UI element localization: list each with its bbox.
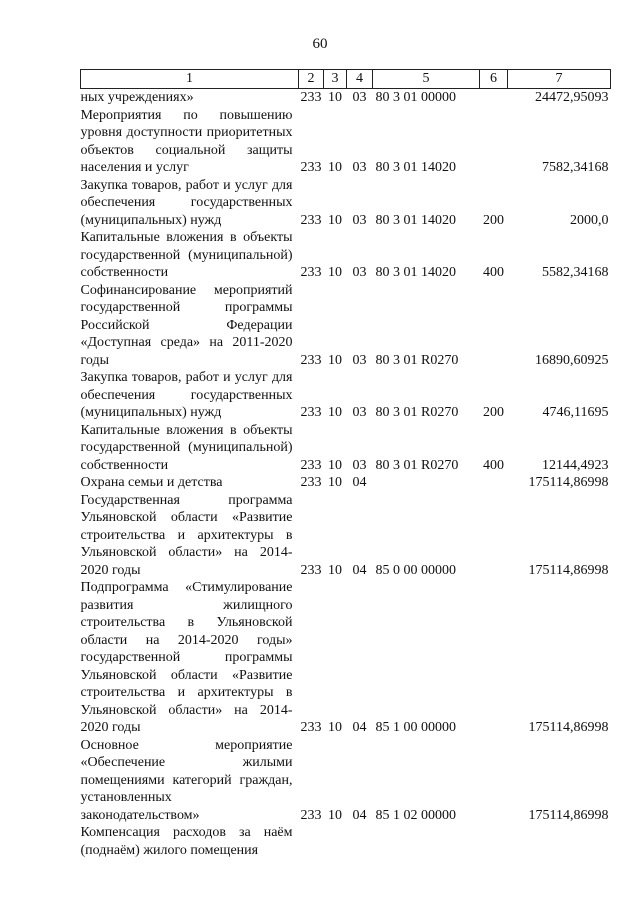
row-section-code: 10 [328,720,342,735]
row-section-code: 10 [328,807,342,823]
row-name: ных учреждениях» [80,90,194,105]
budget-table [80,69,611,859]
table-row [81,492,611,580]
row-ministry-code: 233 [300,265,322,280]
row-subsection-code: 03 [352,265,367,280]
row-subsection-code: 03 [352,352,367,368]
row-section-code: 10 [328,457,342,473]
row-amount: 175114,86998 [528,562,609,578]
row-name: Компенсация расходов за наём (поднаём) жилого помещения [80,825,293,858]
row-section-code: 10 [328,90,342,105]
row-expense-type: 200 [483,212,504,228]
row-ministry-code: 233 [300,807,322,823]
row-name: Капитальные вложения в объекты государственной (муниципальной) собственности [80,230,293,280]
column-number-row [81,70,611,89]
table-row [81,229,611,282]
row-subsection-code: 04 [352,807,367,823]
row-name: Основное мероприятие «Обеспечение жилыми помещениями категорий граждан, установленных законодательством» [80,737,293,823]
row-amount: 4746,11695 [542,405,609,420]
row-target-article: 80 3 01 00000 [375,90,456,105]
column-header: 7 [508,70,611,89]
row-target-article: 80 3 01 R0270 [375,457,459,473]
column-header: 4 [347,70,373,89]
row-amount: 175114,86998 [528,720,609,735]
table-row [81,579,611,737]
table-row [81,737,611,825]
table-row [81,177,611,230]
row-section-code: 10 [328,562,342,578]
row-expense-type: 400 [483,457,504,473]
row-name: Софинансирование мероприятий государственной программы Российской Федерации «Доступная среда» на 2011-2020 годы [80,282,293,368]
row-amount: 12144,4923 [542,457,609,473]
table-row [81,824,611,859]
row-expense-type [480,282,508,370]
row-name: Закупка товаров, работ и услуг для обеспечения государственных (муниципальных) нужд [80,370,293,420]
table-row [81,474,611,492]
row-target-article: 80 3 01 14020 [375,160,456,175]
row-ministry-code [299,824,324,859]
table-row [81,369,611,422]
row-expense-type [480,474,508,492]
row-name: Капитальные вложения в объекты государственной (муниципальной) собственности [80,422,293,473]
table-row [81,107,611,177]
row-name: Подпрограмма «Стимулирование развития жилищного строительства в Ульяновской области на 2014-2020 годы» государственной программы Ульяновской области «Развитие строительства и архитектуры в Ульяновской области» на 2014-2020 годы [80,580,293,735]
row-amount: 7582,34168 [542,160,609,175]
table-row [81,282,611,370]
row-name: Охрана семьи и детства [80,475,223,490]
row-target-article [373,474,480,492]
row-target-article: 80 3 01 14020 [375,212,456,228]
row-amount: 5582,34168 [542,265,609,280]
row-expense-type [480,737,508,825]
row-ministry-code: 233 [300,475,322,490]
row-section-code: 10 [328,212,342,228]
row-ministry-code: 233 [300,457,322,473]
row-section-code: 10 [328,405,342,420]
row-target-article: 85 1 02 00000 [375,807,456,823]
row-section-code: 10 [328,160,342,175]
row-subsection-code: 03 [352,160,367,175]
row-subsection-code: 03 [352,212,367,228]
row-section-code [324,824,347,859]
row-amount: 175114,86998 [528,807,609,823]
row-section-code: 10 [328,352,342,368]
row-ministry-code: 233 [300,562,322,578]
row-subsection-code: 03 [352,405,367,420]
row-ministry-code: 233 [300,352,322,368]
row-section-code: 10 [328,265,342,280]
table-row [81,422,611,475]
row-subsection-code [347,824,373,859]
row-expense-type [480,107,508,177]
row-subsection-code: 03 [352,90,367,105]
row-amount: 24472,95093 [535,90,609,105]
row-ministry-code: 233 [300,90,322,105]
page-number: 60 [312,36,328,52]
row-target-article: 80 3 01 R0270 [375,405,459,420]
row-amount [508,824,611,859]
row-expense-type: 400 [483,265,504,280]
row-name: Государственная программа Ульяновской области «Развитие строительства и архитектуры в Ульяновской области» на 2014-2020 годы [80,492,293,578]
row-expense-type [480,89,508,107]
row-amount: 175114,86998 [528,475,609,490]
row-expense-type [480,492,508,580]
table-row [81,89,611,107]
row-expense-type: 200 [483,405,504,420]
column-header: 3 [324,70,347,89]
row-subsection-code: 04 [352,720,367,735]
column-header: 2 [299,70,324,89]
row-target-article: 85 0 00 00000 [375,562,456,578]
row-ministry-code: 233 [300,720,322,735]
row-section-code: 10 [328,475,342,490]
row-ministry-code: 233 [300,212,322,228]
row-ministry-code: 233 [300,405,322,420]
row-expense-type [480,579,508,737]
column-header: 6 [480,70,508,89]
column-header: 5 [373,70,480,89]
row-target-article: 80 3 01 14020 [375,265,456,280]
row-subsection-code: 04 [352,562,367,578]
row-subsection-code: 04 [352,475,367,490]
table-body [81,89,611,860]
row-name: Мероприятия по повышению уровня доступности приоритетных объектов социальной защиты населения и услуг [80,107,293,175]
row-expense-type [480,824,508,859]
row-amount: 16890,60925 [535,352,609,368]
row-amount: 2000,0 [570,212,609,228]
row-ministry-code: 233 [300,160,322,175]
row-subsection-code: 03 [352,457,367,473]
row-target-article [373,824,480,859]
row-name: Закупка товаров, работ и услуг для обеспечения государственных (муниципальных) нужд [80,177,293,228]
column-header: 1 [81,70,299,89]
row-target-article: 85 1 00 00000 [375,720,456,735]
row-target-article: 80 3 01 R0270 [375,352,459,368]
